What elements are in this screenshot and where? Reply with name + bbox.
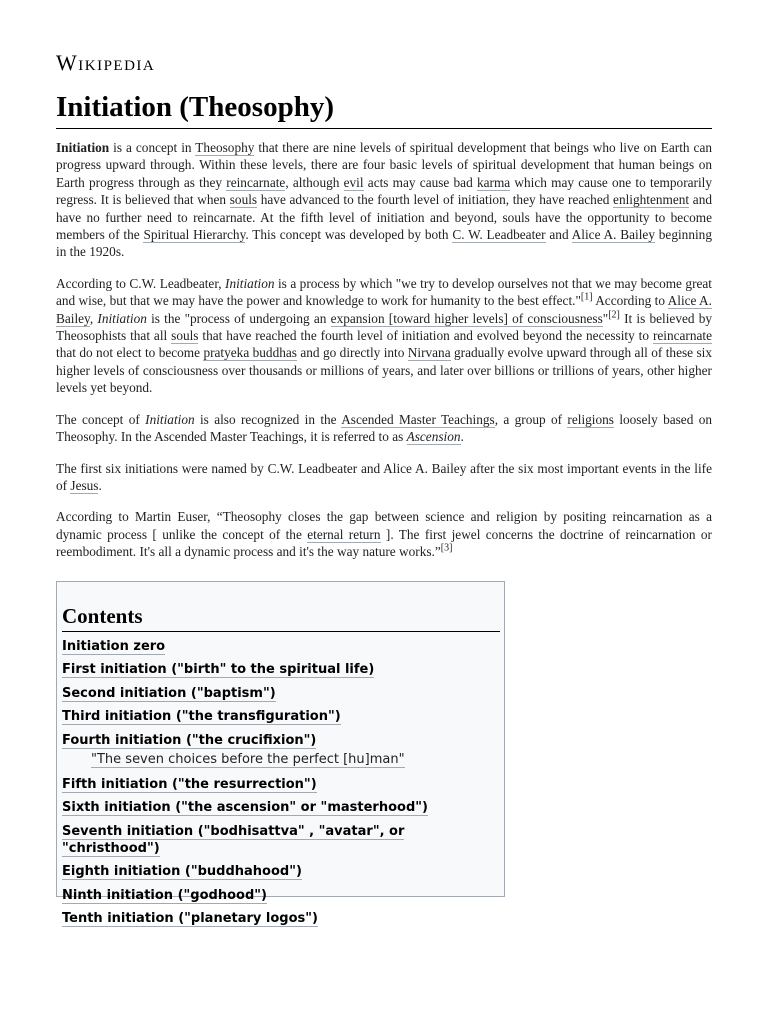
link-reincarnate[interactable]: reincarnate	[226, 174, 286, 190]
bold-term: Initiation	[56, 140, 110, 155]
text: beginning in the 1920s.	[56, 227, 712, 260]
text: have advanced to the fourth level of initiation, they have reached	[257, 192, 614, 208]
text: .	[460, 429, 464, 445]
paragraph-4	[56, 460, 712, 495]
link-pratyeka-buddhas[interactable]: pratyeka buddhas	[203, 345, 297, 361]
table-of-contents	[56, 581, 505, 927]
text: .	[98, 477, 102, 493]
text: It is believed by Theosophists that all	[56, 310, 713, 344]
link-alice-bailey[interactable]: Alice A. Bailey	[571, 227, 655, 243]
link-leadbeater[interactable]: C. W. Leadbeater	[452, 227, 546, 243]
text: The first six initiations were named by C.W. Leadbeater and Alice A. Bailey after the six most important events in the life of	[56, 460, 712, 493]
toc-item[interactable]: Seventh initiation ("bodhisattva" , "avatar", or "christhood")	[62, 823, 405, 856]
text: is the "process of undergoing an	[146, 310, 331, 326]
text: According to	[592, 293, 668, 309]
link-souls[interactable]: souls	[229, 192, 258, 208]
page-title: Initiation (Theosophy)	[56, 88, 712, 129]
toc-title: Contents	[62, 604, 500, 632]
text: According to Martin Euser, “Theosophy closes the gap between science and religion by positing reincarnation as a dynamic process [ unlike the concept of the	[56, 509, 712, 542]
link-spiritual-hierarchy[interactable]: Spiritual Hierarchy	[143, 227, 246, 243]
text: is a concept in	[109, 140, 196, 155]
text: ]. The first jewel concerns the doctrine of reincarnation or reembodiment. It's all a dynamic process and it's the way nature works.”	[56, 526, 712, 560]
text: that there are nine levels of spiritual development that beings who live on Earth can progress upward through. Within these levels, there are four basic levels of spiritual development that human beings on Earth progress through as they	[56, 140, 713, 190]
link-karma[interactable]: karma	[476, 174, 511, 190]
link-ascension[interactable]: Ascension	[406, 429, 461, 445]
text: , a group of	[494, 411, 568, 427]
paragraph-2	[56, 275, 712, 397]
text: loosely based on Theosophy. In the Ascended Master Teachings, it is referred to as	[56, 411, 712, 445]
text: which may cause one to temporarily regress. It is believed that when	[56, 174, 712, 208]
link-nirvana[interactable]: Nirvana	[407, 345, 451, 361]
text: "	[602, 310, 609, 326]
link-expansion-of-consciousness[interactable]: expansion [toward higher levels] of consciousness	[330, 310, 603, 326]
text: gradually evolve upward through all of these six higher levels of consciousness over thousands or millions of years, and later over billions or trillions of years, other higher levels yet beyond.	[56, 345, 712, 396]
toc-subitem[interactable]: "The seven choices before the perfect [hu]man"	[91, 751, 405, 767]
text: is a process by which "we try to develop ourselves not that we may become great and wise, but that we may have the power and knowledge to work for humanity to the best effect."	[56, 275, 712, 309]
toc-item[interactable]: Eighth initiation ("buddhahood")	[62, 864, 302, 880]
toc-item[interactable]: Tenth initiation ("planetary logos")	[62, 911, 318, 927]
italic-term: Initiation	[225, 275, 275, 291]
text: and	[545, 227, 572, 243]
text: and have no further need to reincarnate. At the fifth level of initiation and beyond, souls have the opportunity to become members of the	[56, 192, 712, 243]
text: that do not elect to become	[56, 345, 204, 361]
italic-term: Initiation	[145, 411, 195, 427]
text: , although	[285, 174, 344, 190]
paragraph-5	[56, 508, 712, 560]
link-eternal-return[interactable]: eternal return	[307, 526, 381, 542]
link-alice-bailey[interactable]: Alice A. Bailey	[56, 293, 712, 326]
reference-2[interactable]: [2]	[608, 309, 620, 321]
italic-term: Initiation	[97, 310, 147, 326]
paragraph-1	[56, 139, 712, 261]
text: acts may cause bad	[363, 174, 477, 190]
link-religions[interactable]: religions	[567, 411, 614, 427]
link-theosophy[interactable]: Theosophy	[195, 140, 255, 155]
text: According to C.W. Leadbeater,	[56, 275, 226, 291]
wikipedia-logo[interactable]	[56, 50, 712, 76]
text: is also recognized in the	[194, 411, 342, 427]
link-enlightenment[interactable]: enlightenment	[613, 192, 690, 208]
wikipedia-logo-text: Wikipedia	[56, 50, 156, 75]
text: . This concept was developed by both	[245, 227, 453, 243]
article	[56, 0, 713, 927]
link-souls[interactable]: souls	[171, 328, 199, 344]
toc-item[interactable]: Initiation zero	[62, 638, 166, 654]
text: that have reached the fourth level of initiation and evolved beyond the necessity to	[198, 328, 653, 344]
paragraph-3	[56, 411, 712, 446]
toc-item[interactable]: Fourth initiation ("the crucifixion")	[62, 732, 317, 748]
toc-item[interactable]: First initiation ("birth" to the spiritual life)	[62, 662, 375, 678]
toc-list	[62, 638, 500, 928]
reference-3[interactable]: [3]	[440, 542, 453, 554]
text: ,	[89, 310, 98, 326]
toc-item[interactable]: Fifth initiation ("the resurrection")	[62, 776, 317, 792]
text: The concept of	[56, 411, 146, 427]
toc-item[interactable]: Second initiation ("baptism")	[62, 685, 276, 701]
link-jesus[interactable]: Jesus	[70, 477, 99, 493]
text: and go directly into	[296, 345, 408, 361]
link-reincarnate[interactable]: reincarnate	[652, 328, 712, 344]
toc-item[interactable]: Sixth initiation ("the ascension" or "masterhood")	[62, 800, 428, 816]
link-evil[interactable]: evil	[343, 174, 364, 190]
reference-1[interactable]: [1]	[580, 291, 593, 303]
toc-item[interactable]: Ninth initiation ("godhood")	[62, 887, 267, 903]
toc-item[interactable]: Third initiation ("the transfiguration")	[62, 709, 341, 725]
link-ascended-master-teachings[interactable]: Ascended Master Teachings	[341, 411, 495, 427]
